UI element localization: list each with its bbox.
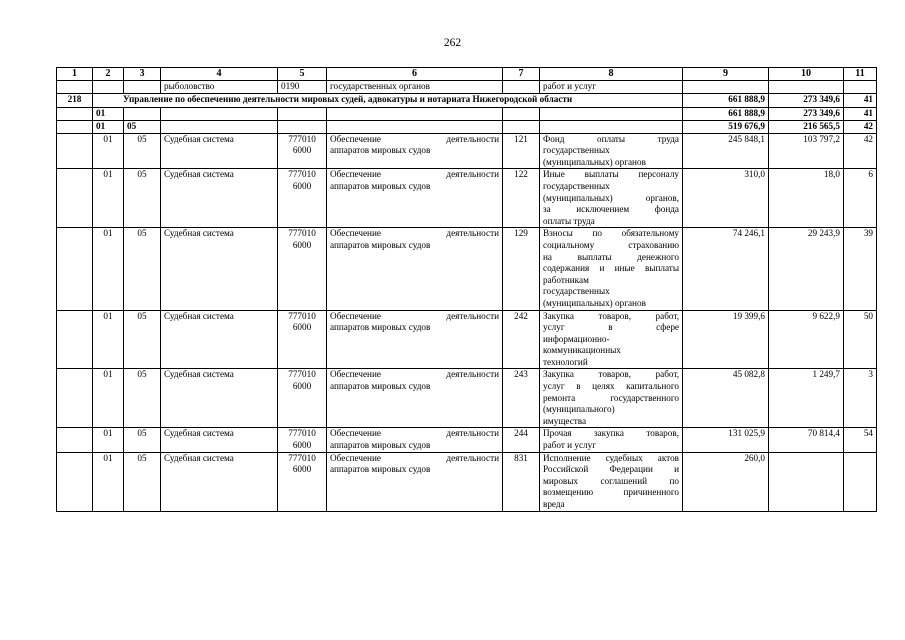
expense-type-line: оплаты труда bbox=[543, 215, 595, 226]
cell: 0190 bbox=[278, 81, 327, 94]
section-code: 01 bbox=[103, 133, 113, 144]
amount-value: 74 246,1 bbox=[732, 228, 765, 239]
cell bbox=[93, 369, 124, 428]
cell bbox=[124, 310, 161, 369]
percent-value: 3 bbox=[868, 369, 873, 380]
subsection-code: 05 bbox=[137, 169, 147, 180]
cell bbox=[844, 310, 877, 369]
table-row bbox=[57, 428, 877, 452]
cell bbox=[161, 452, 278, 511]
section-code: 01 bbox=[103, 169, 113, 180]
cell bbox=[161, 369, 278, 428]
cell: 01 bbox=[93, 107, 124, 120]
cell bbox=[540, 428, 683, 452]
cell bbox=[327, 169, 503, 228]
percent-value: 42 bbox=[863, 133, 873, 144]
cell bbox=[124, 452, 161, 511]
subsection-code: 05 bbox=[137, 133, 147, 144]
expense-type-line: Взносы по обязательному bbox=[543, 228, 679, 239]
target-article-code-cont: 6000 bbox=[292, 322, 312, 333]
header-cell: 6 bbox=[327, 68, 503, 81]
article-name-line: аппаратов мировых судов bbox=[330, 145, 431, 156]
expense-type-line: вреда bbox=[543, 499, 565, 509]
cell: 01 bbox=[93, 120, 124, 133]
cell bbox=[161, 228, 278, 310]
cell bbox=[327, 228, 503, 310]
cell bbox=[327, 369, 503, 428]
expense-type-line: государственных bbox=[543, 286, 610, 297]
carry-over-row bbox=[57, 81, 877, 94]
cell: 216 565,5 bbox=[769, 120, 844, 133]
subsection-code: 05 bbox=[137, 428, 147, 439]
cell bbox=[93, 133, 124, 169]
cell bbox=[769, 228, 844, 310]
cell bbox=[327, 310, 503, 369]
expense-type-line: возмещению причиненного bbox=[543, 487, 679, 498]
cell: работ и услуг bbox=[540, 81, 683, 94]
cell bbox=[540, 369, 683, 428]
header-cell: 1 bbox=[57, 68, 93, 81]
cell bbox=[124, 369, 161, 428]
expense-type-line: (муниципальных) органов bbox=[543, 156, 646, 167]
cell bbox=[503, 169, 540, 228]
cell bbox=[57, 452, 93, 511]
expense-type-line: информационно- bbox=[543, 333, 610, 344]
cell bbox=[540, 228, 683, 310]
expense-type-code: 243 bbox=[514, 369, 528, 380]
target-article-code: 777010 bbox=[288, 310, 316, 321]
expense-type-code: 122 bbox=[514, 169, 528, 180]
cell bbox=[683, 452, 769, 511]
header-row bbox=[57, 68, 877, 81]
cell bbox=[503, 310, 540, 369]
department-title: Управление по обеспечению деятельности мировых судей, адвокатуры и нотариата Нижегородской области bbox=[93, 93, 683, 107]
subsection-name: Судебная система bbox=[164, 133, 234, 144]
cell bbox=[769, 428, 844, 452]
subsection-code: 05 bbox=[137, 369, 147, 380]
article-name-line: аппаратов мировых судов bbox=[330, 440, 431, 451]
cell bbox=[278, 452, 327, 511]
subsection-name: Судебная система bbox=[164, 369, 234, 380]
cell bbox=[769, 133, 844, 169]
article-name-line: Обеспечение деятельности bbox=[330, 369, 499, 380]
article-name-line: Обеспечение деятельности bbox=[330, 169, 499, 180]
cell bbox=[503, 228, 540, 310]
department-row bbox=[57, 93, 877, 107]
cell bbox=[124, 169, 161, 228]
header-cell: 11 bbox=[844, 68, 877, 81]
cell bbox=[278, 369, 327, 428]
section-code: 01 bbox=[103, 452, 113, 463]
cell: 519 676,9 bbox=[683, 120, 769, 133]
cell bbox=[124, 228, 161, 310]
target-article-code-cont: 6000 bbox=[292, 440, 312, 451]
header-cell: 4 bbox=[161, 68, 278, 81]
cell bbox=[161, 169, 278, 228]
expense-type-line: (муниципального) bbox=[543, 404, 615, 415]
cell bbox=[57, 133, 93, 169]
expense-type-line: содержания и иные выплаты bbox=[543, 263, 679, 274]
cell bbox=[683, 133, 769, 169]
cell bbox=[124, 133, 161, 169]
header-cell: 10 bbox=[769, 68, 844, 81]
expense-type-line: работ и услуг bbox=[543, 440, 596, 451]
cell bbox=[540, 133, 683, 169]
cell: 41 bbox=[844, 107, 877, 120]
expense-type-line: мировых соглашений по bbox=[543, 475, 679, 486]
cell bbox=[93, 310, 124, 369]
expense-type-code: 121 bbox=[514, 133, 528, 144]
cell: 273 349,6 bbox=[769, 107, 844, 120]
amount-value: 260,0 bbox=[744, 452, 765, 463]
cell bbox=[769, 452, 844, 511]
department-code: 218 bbox=[57, 93, 93, 107]
subsection-row bbox=[57, 120, 877, 133]
target-article-code-cont: 6000 bbox=[292, 180, 312, 191]
subsection-code: 05 bbox=[137, 310, 147, 321]
amount-value: 310,0 bbox=[744, 169, 765, 180]
header-cell: 9 bbox=[683, 68, 769, 81]
expense-type-line: услуг в сфере bbox=[543, 322, 679, 333]
target-article-code: 777010 bbox=[288, 133, 316, 144]
percent-value: 54 bbox=[863, 428, 873, 439]
expense-type-line: (муниципальных) органов bbox=[543, 297, 646, 308]
cell: 05 bbox=[124, 120, 161, 133]
cell bbox=[57, 369, 93, 428]
cell bbox=[769, 169, 844, 228]
article-name-line: Обеспечение деятельности bbox=[330, 452, 499, 463]
expense-type-line: Закупка товаров, работ, bbox=[543, 369, 679, 380]
subsection-code: 05 bbox=[137, 228, 147, 239]
table-row bbox=[57, 228, 877, 310]
expense-type-line: коммуникационных bbox=[543, 345, 621, 356]
cell bbox=[683, 369, 769, 428]
expense-type-line: технологий bbox=[543, 356, 588, 367]
expense-type-line: Прочая закупка товаров, bbox=[543, 428, 679, 439]
table-row bbox=[57, 452, 877, 511]
section-code: 01 bbox=[103, 428, 113, 439]
subsection-code: 05 bbox=[137, 452, 147, 463]
cell: 661 888,9 bbox=[683, 107, 769, 120]
cell bbox=[540, 169, 683, 228]
percent-value: 6 bbox=[868, 169, 873, 180]
cell bbox=[844, 133, 877, 169]
cell bbox=[683, 310, 769, 369]
subsection-name: Судебная система bbox=[164, 428, 234, 439]
cell bbox=[540, 452, 683, 511]
expense-type-line: Фонд оплаты труда bbox=[543, 133, 679, 144]
section-row bbox=[57, 107, 877, 120]
expense-type-line: Исполнение судебных актов bbox=[543, 452, 679, 463]
cell bbox=[683, 428, 769, 452]
amount-value: 29 243,9 bbox=[807, 228, 840, 239]
cell bbox=[93, 228, 124, 310]
amount-value: 131 025,9 bbox=[728, 428, 765, 439]
expense-type-line: на выплаты денежного bbox=[543, 251, 679, 262]
table-row bbox=[57, 310, 877, 369]
article-name-line: Обеспечение деятельности bbox=[330, 133, 499, 144]
cell bbox=[844, 369, 877, 428]
subsection-name: Судебная система bbox=[164, 310, 234, 321]
cell bbox=[327, 452, 503, 511]
cell bbox=[161, 428, 278, 452]
article-name-line: аппаратов мировых судов bbox=[330, 464, 431, 475]
header-cell: 8 bbox=[540, 68, 683, 81]
amount-value: 245 848,1 bbox=[728, 133, 765, 144]
cell bbox=[683, 169, 769, 228]
expense-type-line: имущества bbox=[543, 415, 587, 426]
table-row bbox=[57, 169, 877, 228]
header-cell: 3 bbox=[124, 68, 161, 81]
article-name-line: аппаратов мировых судов bbox=[330, 322, 431, 333]
target-article-code: 777010 bbox=[288, 169, 316, 180]
expense-type-line: Российской Федерации и bbox=[543, 464, 679, 475]
cell: 661 888,9 bbox=[683, 93, 769, 107]
table-row bbox=[57, 369, 877, 428]
cell bbox=[683, 228, 769, 310]
target-article-code: 777010 bbox=[288, 452, 316, 463]
cell bbox=[161, 310, 278, 369]
expense-type-line: Закупка товаров, работ, bbox=[543, 310, 679, 321]
cell bbox=[57, 228, 93, 310]
cell bbox=[769, 310, 844, 369]
percent-value: 50 bbox=[863, 310, 873, 321]
expense-type-line: услуг в целях капитального bbox=[543, 381, 679, 392]
cell bbox=[540, 310, 683, 369]
cell: 273 349,6 bbox=[769, 93, 844, 107]
expense-type-line: государственных bbox=[543, 145, 610, 156]
header-cell: 2 bbox=[93, 68, 124, 81]
expense-type-code: 129 bbox=[514, 228, 528, 239]
cell bbox=[278, 169, 327, 228]
section-code: 01 bbox=[103, 228, 113, 239]
article-name-line: аппаратов мировых судов bbox=[330, 381, 431, 392]
article-name-line: Обеспечение деятельности bbox=[330, 428, 499, 439]
expense-type-line: Иные выплаты персоналу bbox=[543, 169, 679, 180]
expense-type-code: 242 bbox=[514, 310, 528, 321]
header-cell: 7 bbox=[503, 68, 540, 81]
amount-value: 9 622,9 bbox=[812, 310, 840, 321]
cell: 42 bbox=[844, 120, 877, 133]
expense-type-line: (муниципальных) органов, bbox=[543, 192, 679, 203]
expense-type-line: за исключением фонда bbox=[543, 204, 679, 215]
cell bbox=[503, 369, 540, 428]
target-article-code: 777010 bbox=[288, 369, 316, 380]
subsection-name: Судебная система bbox=[164, 452, 234, 463]
amount-value: 19 399,6 bbox=[732, 310, 765, 321]
cell bbox=[278, 310, 327, 369]
expense-type-line: государственных bbox=[543, 180, 610, 191]
article-name-line: Обеспечение деятельности bbox=[330, 310, 499, 321]
section-code: 01 bbox=[103, 310, 113, 321]
cell bbox=[844, 452, 877, 511]
expense-type-line: ремонта государственного bbox=[543, 392, 679, 403]
expense-type-code: 831 bbox=[514, 452, 528, 463]
percent-value: 39 bbox=[863, 228, 873, 239]
cell bbox=[278, 228, 327, 310]
amount-value: 103 797,2 bbox=[803, 133, 840, 144]
expense-type-line: работникам bbox=[543, 274, 589, 285]
article-name-line: аппаратов мировых судов bbox=[330, 239, 431, 250]
cell bbox=[57, 310, 93, 369]
table-row bbox=[57, 133, 877, 169]
cell bbox=[844, 428, 877, 452]
subsection-name: Судебная система bbox=[164, 169, 234, 180]
cell: рыболовство bbox=[161, 81, 278, 94]
cell bbox=[327, 428, 503, 452]
cell bbox=[93, 452, 124, 511]
cell bbox=[327, 133, 503, 169]
cell bbox=[503, 133, 540, 169]
section-code: 01 bbox=[103, 369, 113, 380]
subsection-name: Судебная система bbox=[164, 228, 234, 239]
cell bbox=[278, 133, 327, 169]
cell bbox=[161, 133, 278, 169]
target-article-code-cont: 6000 bbox=[292, 381, 312, 392]
expense-type-line: социальному страхованию bbox=[543, 239, 679, 250]
target-article-code: 777010 bbox=[288, 428, 316, 439]
target-article-code-cont: 6000 bbox=[292, 145, 312, 156]
cell bbox=[93, 169, 124, 228]
amount-value: 1 249,7 bbox=[812, 369, 840, 380]
budget-table bbox=[56, 67, 877, 512]
cell bbox=[57, 169, 93, 228]
amount-value: 45 082,8 bbox=[732, 369, 765, 380]
cell bbox=[844, 169, 877, 228]
page-number: 262 bbox=[443, 37, 462, 49]
cell bbox=[278, 428, 327, 452]
target-article-code-cont: 6000 bbox=[292, 464, 312, 475]
target-article-code: 777010 bbox=[288, 228, 316, 239]
article-name-line: Обеспечение деятельности bbox=[330, 228, 499, 239]
cell bbox=[503, 428, 540, 452]
cell bbox=[93, 428, 124, 452]
cell bbox=[844, 228, 877, 310]
cell bbox=[503, 452, 540, 511]
cell bbox=[57, 428, 93, 452]
target-article-code-cont: 6000 bbox=[292, 239, 312, 250]
cell: государственных органов bbox=[327, 81, 503, 94]
cell bbox=[769, 369, 844, 428]
cell bbox=[124, 428, 161, 452]
article-name-line: аппаратов мировых судов bbox=[330, 180, 431, 191]
amount-value: 70 814,4 bbox=[807, 428, 840, 439]
amount-value: 18,0 bbox=[823, 169, 840, 180]
header-cell: 5 bbox=[278, 68, 327, 81]
expense-type-code: 244 bbox=[514, 428, 528, 439]
cell: 41 bbox=[844, 93, 877, 107]
